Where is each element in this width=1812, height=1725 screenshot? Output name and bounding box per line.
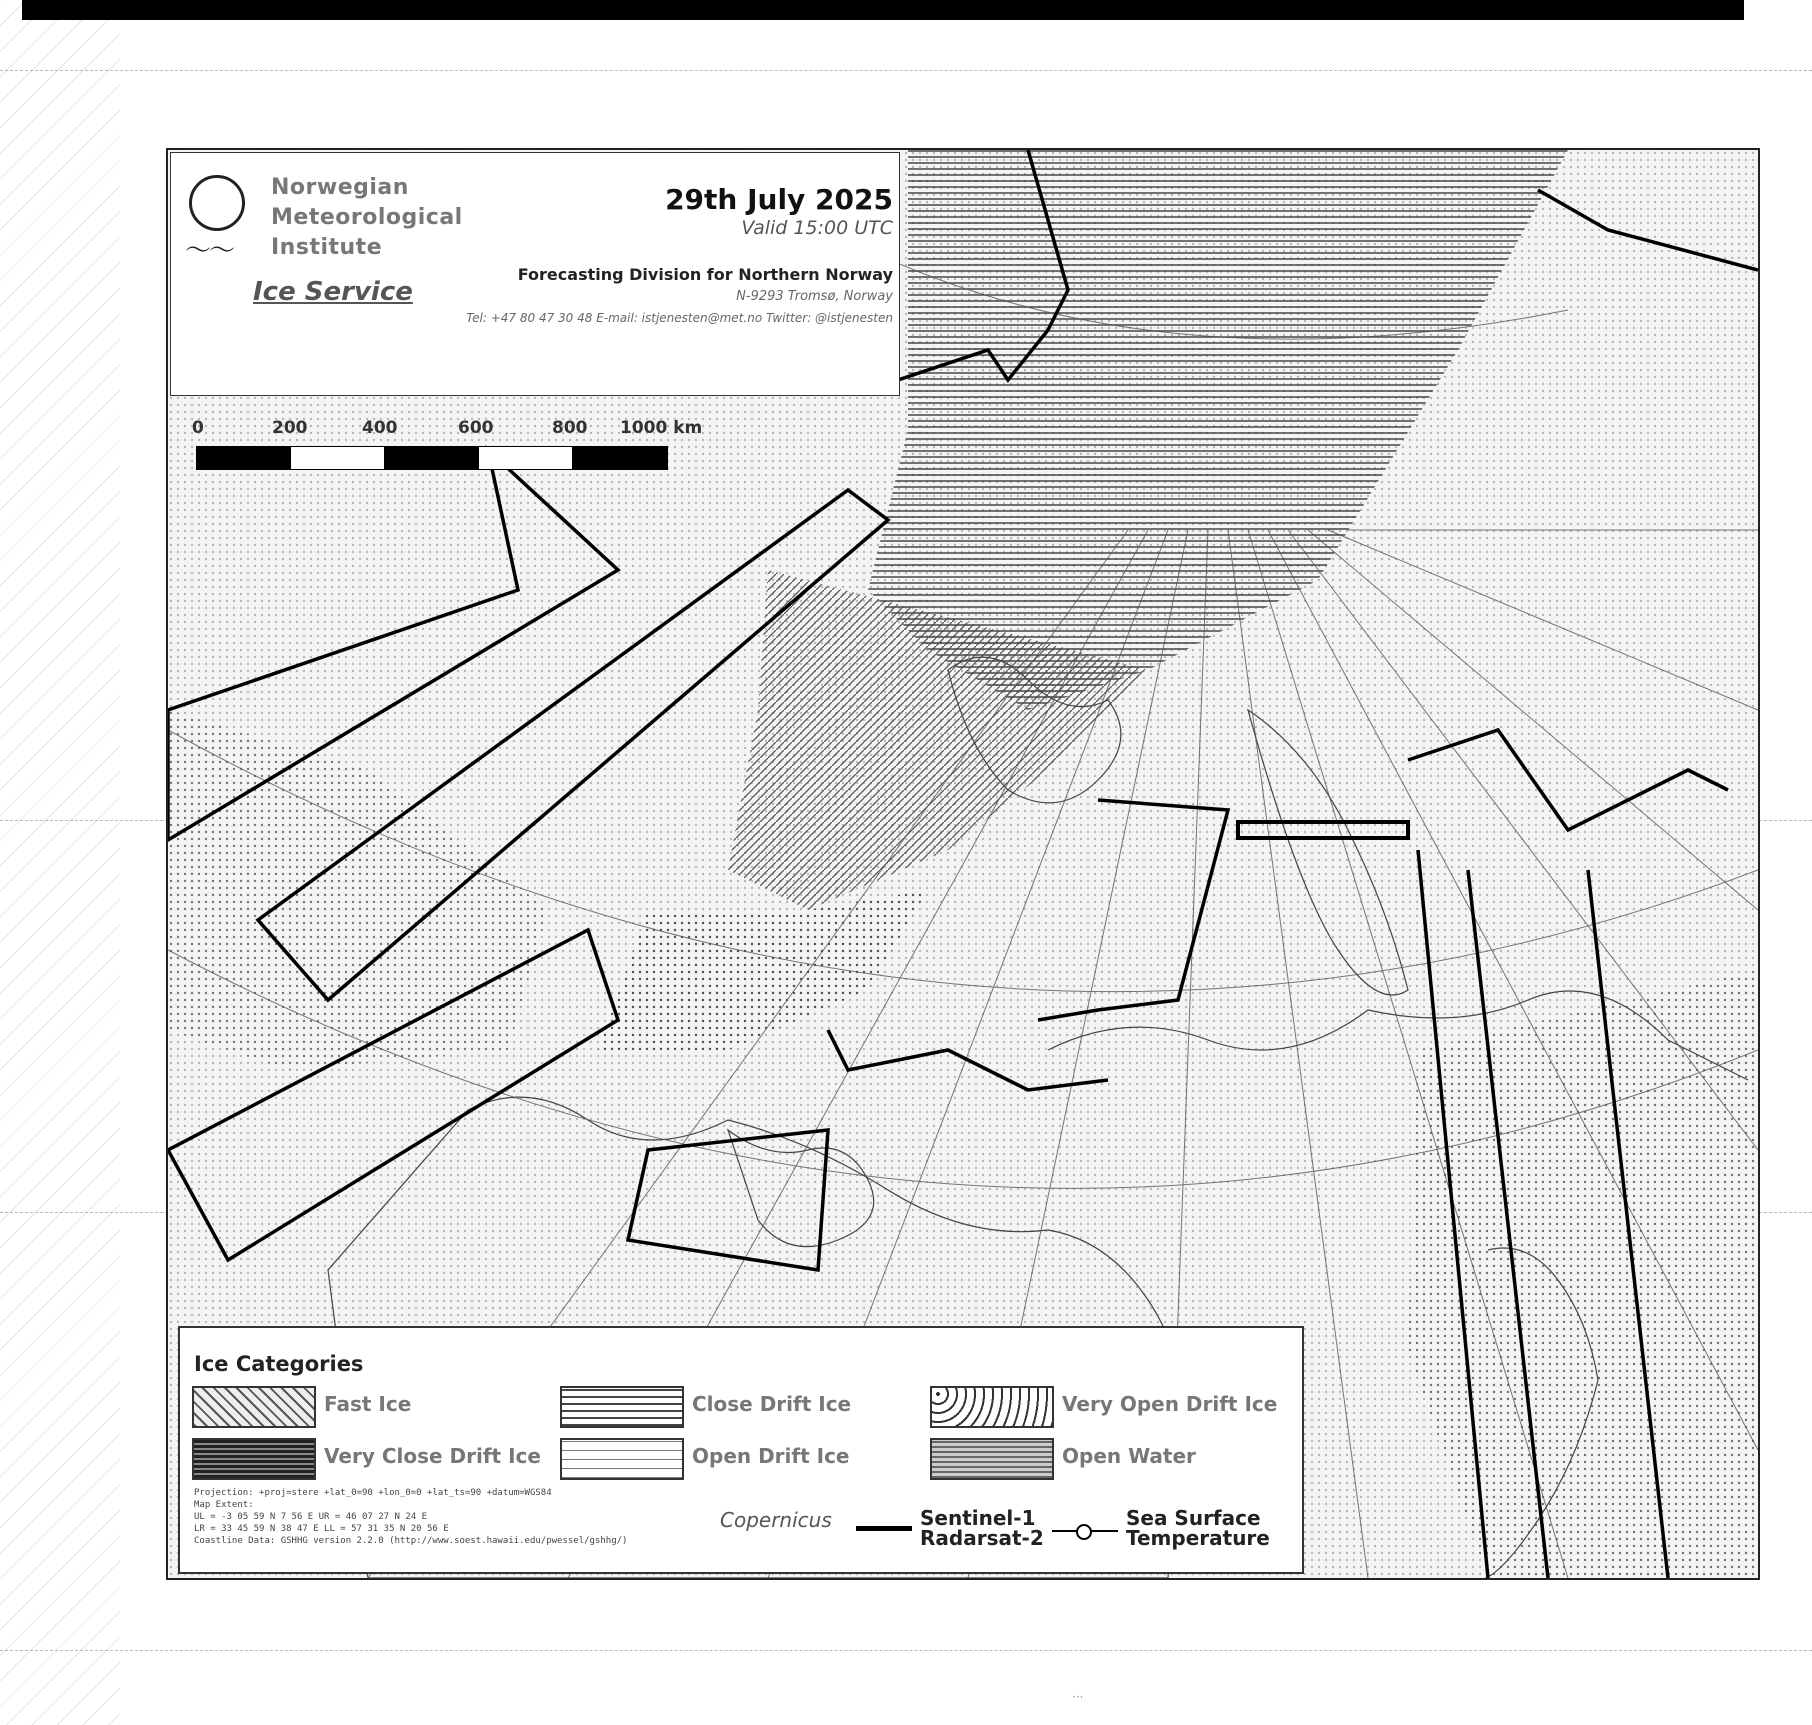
legend-label-fast-ice: Fast Ice xyxy=(324,1392,412,1416)
title-panel xyxy=(170,152,900,396)
legend-title: Ice Categories xyxy=(194,1352,364,1376)
open-water-swatch xyxy=(930,1438,1054,1480)
legend-label-very-close-drift-ice: Very Close Drift Ice xyxy=(324,1444,541,1468)
very-open-drift-ice-swatch xyxy=(930,1386,1054,1428)
met-logo-icon xyxy=(189,175,245,231)
scale-label: 400 xyxy=(362,418,398,438)
scale-label: 1000 km xyxy=(620,418,703,438)
scale-bar-segment xyxy=(196,446,292,470)
scan-line xyxy=(0,1650,1812,1651)
valid-time: Valid 15:00 UTC xyxy=(741,217,893,239)
radarsat-label: Radarsat-2 xyxy=(920,1526,1044,1550)
org-name-line2: Meteorological xyxy=(271,205,463,230)
projection-note: Projection: +proj=stere +lat_0=90 +lon_0=0 +lat_ts=90 +datum=WGS84 xyxy=(194,1488,552,1498)
ice-service-title: Ice Service xyxy=(253,277,413,307)
extent-line-2: LR = 33 45 59 N 38 47 E LL = 57 31 35 N 20 56 E xyxy=(194,1524,449,1534)
open-drift-ice-swatch xyxy=(560,1438,684,1480)
wave-icon: 〜〜 xyxy=(185,236,234,266)
fast-ice-swatch xyxy=(192,1386,316,1428)
left-hatching xyxy=(0,0,120,1725)
sst-label-line2: Temperature xyxy=(1126,1526,1270,1550)
extent-label: Map Extent: xyxy=(194,1500,254,1510)
address: N-9293 Tromsø, Norway xyxy=(736,289,893,304)
copernicus-logo: Copernicus xyxy=(720,1508,832,1532)
org-name-line1: Norwegian xyxy=(271,175,409,200)
scale-label: 600 xyxy=(458,418,494,438)
scale-bar-segment xyxy=(572,446,668,470)
scan-line xyxy=(0,70,1812,71)
sentinel-label: Sentinel-1 xyxy=(920,1506,1036,1530)
contact-info: Tel: +47 80 47 30 48 E-mail: istjenesten@met.no Twitter: @istjenesten xyxy=(466,311,893,325)
very-close-drift-ice-swatch xyxy=(192,1438,316,1480)
coastline-note: Coastline Data: GSHHG version 2.2.0 (http://www.soest.hawaii.edu/pwessel/gshhg/) xyxy=(194,1536,628,1546)
scale-bar-segment xyxy=(478,446,574,470)
org-name-line3: Institute xyxy=(271,235,383,260)
scale-bar-segment xyxy=(384,446,480,470)
division-name: Forecasting Division for Northern Norway xyxy=(517,265,893,284)
satellite-line-icon xyxy=(856,1526,912,1531)
sst-label-line1: Sea Surface xyxy=(1126,1506,1261,1530)
scale-label: 0 xyxy=(192,418,204,438)
legend-label-open-drift-ice: Open Drift Ice xyxy=(692,1444,850,1468)
bottom-dots: ··· xyxy=(1072,1690,1084,1704)
sst-marker-icon xyxy=(1076,1524,1092,1540)
scale-label: 800 xyxy=(552,418,588,438)
extent-line-1: UL = -3 05 59 N 7 56 E UR = 46 07 27 N 24 E xyxy=(194,1512,427,1522)
scale-label: 200 xyxy=(272,418,308,438)
legend-panel xyxy=(178,1326,1304,1574)
legend-label-open-water: Open Water xyxy=(1062,1444,1196,1468)
close-drift-ice-swatch xyxy=(560,1386,684,1428)
legend-label-very-open-drift-ice: Very Open Drift Ice xyxy=(1062,1392,1278,1416)
top-black-bar xyxy=(22,0,1744,20)
scale-bar-segment xyxy=(290,446,386,470)
chart-date: 29th July 2025 xyxy=(665,183,893,216)
legend-label-close-drift-ice: Close Drift Ice xyxy=(692,1392,852,1416)
